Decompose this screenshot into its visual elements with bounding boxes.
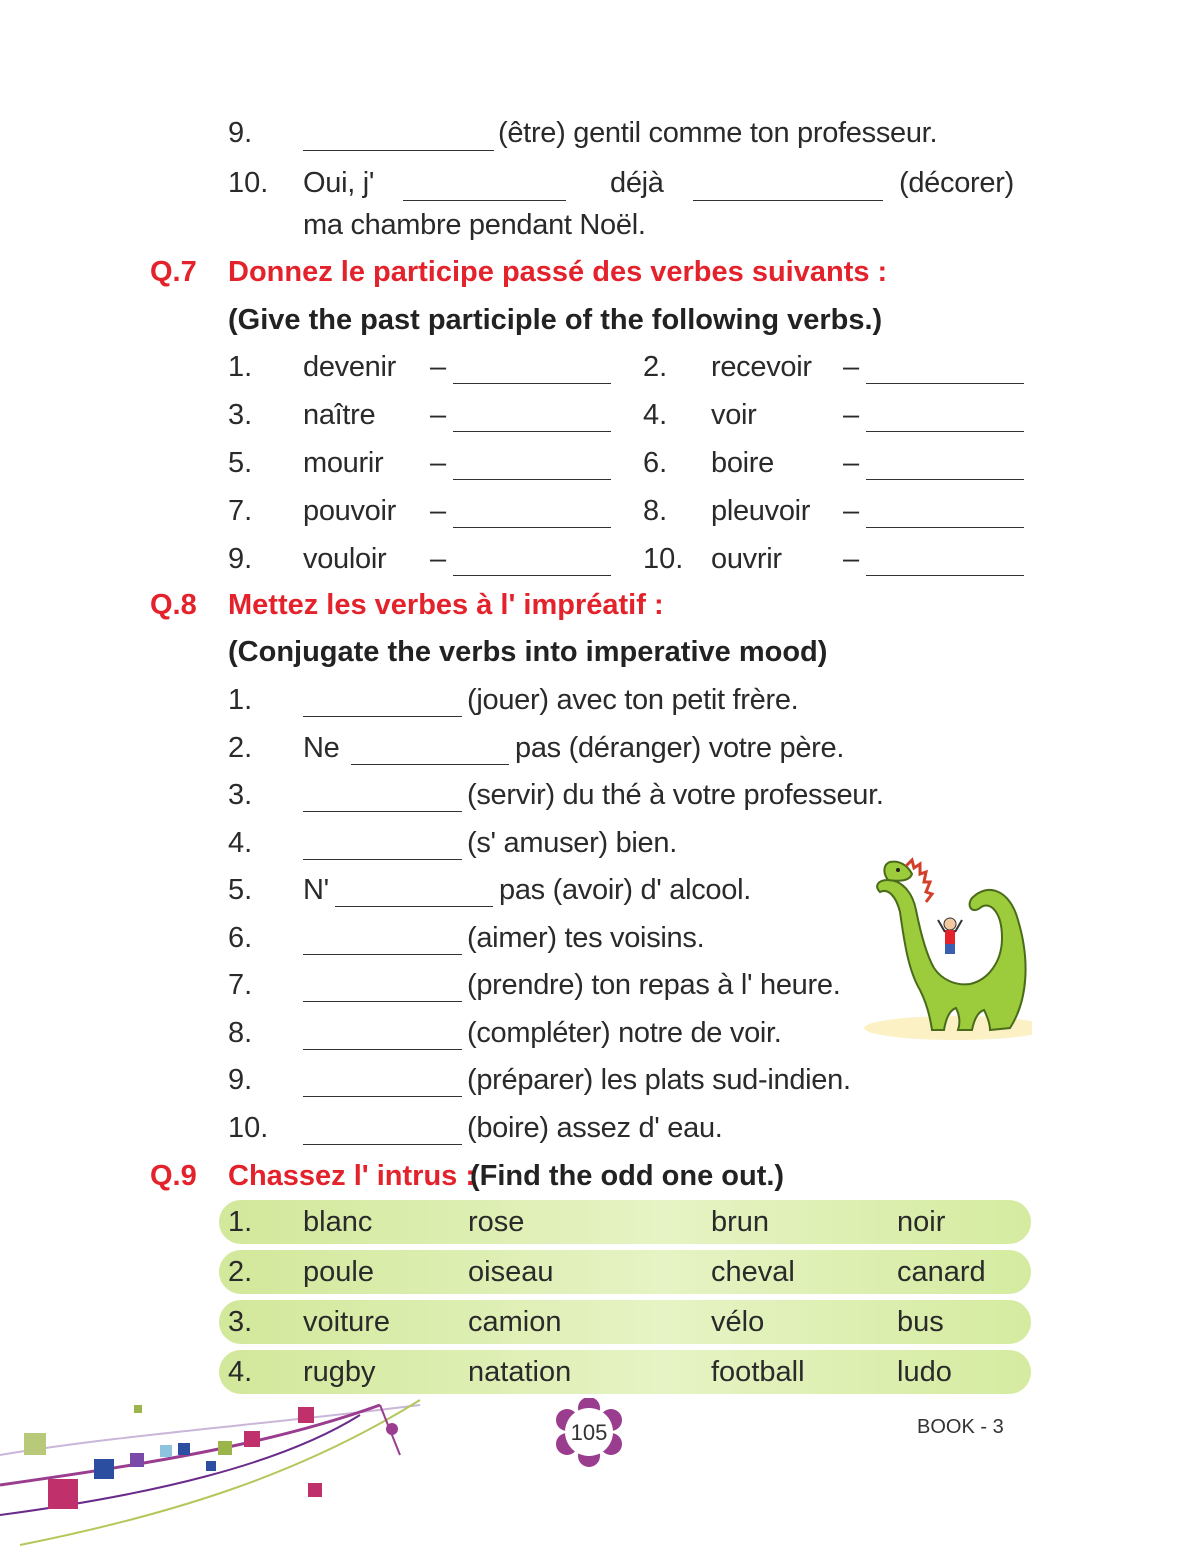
word-option[interactable]: cheval [711,1256,795,1288]
item-number: 2. [643,351,668,383]
item-number: 6. [228,921,253,954]
dash: – [843,351,859,383]
verb: mourir [303,447,384,479]
book-label: BOOK - 3 [917,1416,1004,1438]
item-number: 7. [228,969,253,1001]
word-option[interactable]: voiture [303,1306,391,1338]
word-option[interactable]: brun [711,1206,770,1238]
item-number: 9. [228,117,253,149]
answer-blank[interactable] [303,811,462,812]
answer-blank[interactable] [335,906,493,907]
answer-blank[interactable] [303,716,462,717]
exercise-text: (jouer) avec ton petit frère. [467,684,799,716]
dinosaur-illustration [860,850,1032,1042]
item-number: 5. [228,447,253,479]
question-subtitle: (Conjugate the verbs into imperative mood) [228,636,828,668]
item-number: 6. [643,447,668,479]
verb: pleuvoir [711,495,811,527]
verb: devenir [303,351,397,383]
verb: pouvoir [303,495,397,527]
item-number: 1. [228,1206,253,1238]
word-option[interactable]: canard [897,1256,986,1288]
dash: – [430,399,446,431]
item-number: 10. [228,167,269,199]
answer-blank[interactable] [453,431,611,432]
item-number: 4. [643,399,668,431]
verb: vouloir [303,543,387,575]
answer-blank[interactable] [303,859,462,860]
child-head [944,918,956,930]
word-option[interactable]: camion [468,1306,562,1338]
question-title: Mettez les verbes à l' impréatif : [228,589,664,621]
exercise-text: (décorer) [899,167,1014,199]
dinosaur-body [877,880,1025,1030]
dash: – [430,495,446,527]
word-option[interactable]: rose [468,1206,525,1238]
answer-blank[interactable] [303,150,494,151]
verb: ouvrir [711,543,782,575]
exercise-text: (préparer) les plats sud-indien. [467,1064,851,1096]
question-number: Q.8 [150,589,197,621]
exercise-text: Ne [303,731,340,764]
answer-blank[interactable] [866,527,1024,528]
answer-blank[interactable] [303,1144,462,1145]
item-number: 9. [228,1064,253,1096]
verb: voir [711,399,757,431]
item-number: 4. [228,1356,253,1388]
exercise-text: (prendre) ton repas à l' heure. [467,969,841,1001]
item-number: 3. [228,1306,253,1338]
child-shirt [945,930,955,944]
item-number: 4. [228,826,253,859]
answer-blank[interactable] [303,1001,462,1002]
word-option[interactable]: noir [897,1206,946,1238]
word-option[interactable]: vélo [711,1306,765,1338]
item-number: 10. [643,543,684,575]
word-option[interactable]: oiseau [468,1256,554,1288]
item-number: 3. [228,399,253,431]
word-option[interactable]: football [711,1356,805,1388]
question-number: Q.7 [150,256,197,288]
word-option[interactable]: blanc [303,1206,373,1238]
answer-blank[interactable] [866,479,1024,480]
child-pants [945,944,955,954]
dash: – [430,543,446,575]
dash: – [843,495,859,527]
word-option[interactable]: rugby [303,1356,376,1388]
dash: – [843,447,859,479]
exercise-text: (s' amuser) bien. [467,826,677,859]
question-subtitle: (Give the past participle of the following verbs.) [228,304,883,336]
verb: boire [711,447,774,479]
item-number: 8. [228,1016,253,1049]
answer-blank[interactable] [453,527,611,528]
word-option[interactable]: bus [897,1306,944,1338]
exercise-text: déjà [610,167,664,199]
exercise-text: (servir) du thé à votre professeur. [467,779,884,811]
dinosaur-eye [896,868,900,872]
dash: – [843,543,859,575]
answer-blank[interactable] [866,431,1024,432]
dash: – [430,447,446,479]
verb: recevoir [711,351,812,383]
item-number: 2. [228,731,253,764]
item-number: 1. [228,684,253,716]
exercise-text: (compléter) notre de voir. [467,1016,782,1049]
exercise-text: N' [303,874,329,906]
answer-blank[interactable] [403,200,566,201]
dash: – [430,351,446,383]
dash: – [843,399,859,431]
question-title: Donnez le participe passé des verbes suivants : [228,256,888,288]
item-number: 2. [228,1256,253,1288]
item-number: 10. [228,1111,269,1144]
item-number: 3. [228,779,253,811]
exercise-text: (aimer) tes voisins. [467,921,705,954]
decorative-swirl [0,1395,430,1563]
item-number: 8. [643,495,668,527]
word-option[interactable]: natation [468,1356,572,1388]
word-option[interactable]: ludo [897,1356,952,1388]
answer-blank[interactable] [693,200,883,201]
answer-blank[interactable] [453,479,611,480]
item-number: 9. [228,543,253,575]
answer-blank[interactable] [866,383,1024,384]
answer-blank[interactable] [453,383,611,384]
question-number: Q.9 [150,1160,197,1192]
answer-blank[interactable] [303,1096,462,1097]
item-number: 5. [228,874,253,906]
answer-blank[interactable] [866,575,1024,576]
word-option[interactable]: poule [303,1256,374,1288]
exercise-text: pas (déranger) votre père. [515,731,845,764]
item-number: 7. [228,495,253,527]
answer-blank[interactable] [303,954,462,955]
page-number: 105 [570,1420,608,1445]
item-number: 1. [228,351,253,383]
exercise-text: (être) gentil comme ton professeur. [498,117,938,149]
question-subtitle: (Find the odd one out.) [470,1160,785,1192]
answer-blank[interactable] [303,1049,462,1050]
exercise-text: Oui, j' [303,167,375,199]
verb: naître [303,399,376,431]
answer-blank[interactable] [351,764,509,765]
answer-blank[interactable] [453,575,611,576]
exercise-text: pas (avoir) d' alcool. [499,874,751,906]
exercise-text: ma chambre pendant Noël. [303,209,646,241]
question-title: Chassez l' intrus : [228,1160,476,1192]
exercise-text: (boire) assez d' eau. [467,1111,723,1144]
